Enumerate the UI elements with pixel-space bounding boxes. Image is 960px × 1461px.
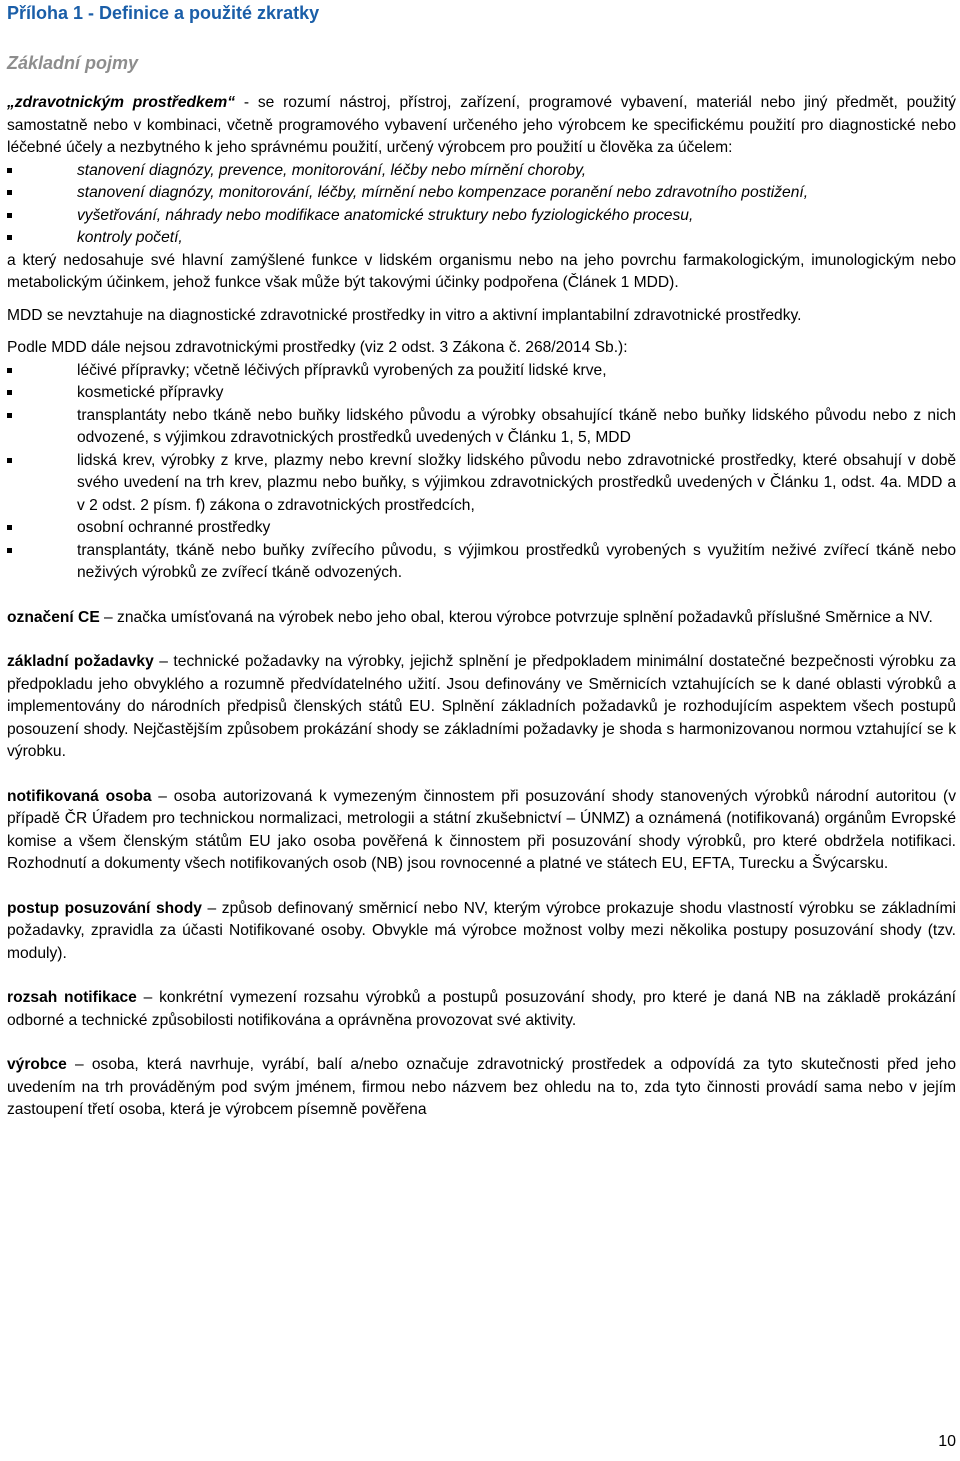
list-item: kosmetické přípravky — [7, 382, 956, 405]
square-bullet-icon — [7, 458, 12, 463]
list-item: osobní ochranné prostředky — [7, 517, 956, 540]
definition-term: označení CE — [7, 608, 100, 626]
square-bullet-icon — [7, 413, 12, 418]
list-item: vyšetřování, náhrady nebo modifikace anatomické struktury nebo fyziologického procesu, — [7, 205, 956, 228]
section-subtitle: Základní pojmy — [7, 53, 139, 73]
definition-notified-body — [7, 786, 956, 876]
square-bullet-icon — [7, 235, 12, 240]
square-bullet-icon — [7, 368, 12, 373]
definition-manufacturer — [7, 1054, 956, 1122]
definition-text: – osoba autorizovaná k vymezeným činnostem při posuzování shody stanovených výrobků národní autoritou (v případě ČR Úřadem pro technickou normalizaci, metrologii a státní zkušebnictví – ÚNMZ) a oznámená (notifikovaná) orgánům Evropské komise a všem členským státům EU jako osoba pověřená k činnostem při posuzování shody výrobků, pro které obdržela notifikaci. Rozhodnutí a dokumenty všech notifikovaných osob (NB) jsou rovnocenné a platné ve státech EU, EFTA, Turecku a Švýcarsku. — [7, 787, 956, 872]
definition-term: výrobce — [7, 1056, 67, 1073]
square-bullet-icon — [7, 525, 12, 530]
mdd-note: MDD se nevztahuje na diagnostické zdravotnické prostředky in vitro a aktivní implantabilní zdravotnické prostředky. — [7, 306, 802, 324]
appendix-title: Příloha 1 - Definice a použité zkratky — [7, 3, 320, 23]
definition-notification-scope — [7, 987, 956, 1032]
square-bullet-icon — [7, 213, 12, 218]
page-number: 10 — [938, 1433, 956, 1450]
definition-term: „zdravotnickým prostředkem“ — [7, 94, 236, 111]
list-item: kontroly početí, — [7, 227, 956, 250]
definition-term: notifikovaná osoba — [7, 787, 152, 805]
definition-text: – technické požadavky na výrobky, jejichž splnění je předpokladem minimální dostatečné bezpečnosti výrobku za předpokladu jeho obvyklého a rozumně předvídatelného užití. Jsou definovány ve Směrnicích vztahujících se k dané oblasti výrobků a implementovány do národních předpisů členských států EU. Splnění základních požadavků je rozhodujícím aspektem všech postupů posouzení shody. Nejčastějším způsobem prokázání shody se základními požadavky je shoda s harmonizovanou normou vztahující se k výrobku. — [7, 653, 956, 760]
list-item: stanovení diagnózy, prevence, monitorování, léčby nebo mírnění choroby, — [7, 160, 956, 183]
square-bullet-icon — [7, 190, 12, 195]
definition-text: – způsob definovaný směrnicí nebo NV, kterým výrobce prokazuje shodu vlastností výrobku se základními požadavky, zpravidla za účasti Notifikované osoby. Obvykle má výrobce možnost volby mezi několika postupy posuzování shody (tzv. moduly). — [7, 899, 956, 962]
definition-text: – konkrétní vymezení rozsahu výrobků a postupů posuzování shody, pro které je daná NB na základě prokázání odborné a technické způsobilosti notifikována a oprávněna provozovat své aktivity. — [7, 989, 956, 1029]
square-bullet-icon — [7, 390, 12, 395]
definition-conformity-procedure — [7, 898, 956, 966]
document-content — [7, 0, 956, 1122]
list-item: transplantáty, tkáně nebo buňky zvířecího původu, s výjimkou prostředků vyrobených s využitím neživé zvířecí tkáně nebo neživých výrobků ze zvířecí tkáně odvozených. — [7, 540, 956, 585]
list-item: transplantáty nebo tkáně nebo buňky lidského původu a výrobky obsahující tkáně nebo buňky lidského původu nebo z nich odvozené, s výjimkou zdravotnických prostředků uvedených v Článku 1, 5, MDD — [7, 405, 956, 450]
definition-term: základní požadavky — [7, 653, 154, 670]
definition-essential-requirements — [7, 651, 956, 764]
definition-text: – osoba, která navrhuje, vyrábí, balí a/nebo označuje zdravotnický prostředek a odpovídá za tyto skutečnosti před jeho uvedením na trh prováděným pod svým jménem, firmou nebo názvem bez ohledu na to, zda tyto činnosti provádí sama nebo v jejím zastoupení třetí osoba, která je výrobcem písemně pověřena — [7, 1056, 956, 1118]
definition-medical-device — [7, 92, 956, 160]
list-item: lidská krev, výrobky z krve, plazmy nebo krevní složky lidského původu nebo zdravotnické prostředky, které obsahují v době svého uvedení na trh krev, plazmu nebo buňky, s výjimkou zdravotnických prostředků uvedených v Článku 1, odst. 4a. MDD a v 2 odst. 2 písm. f) zákona o zdravotnických prostředcích, — [7, 450, 956, 518]
definition-text: - se rozumí nástroj, přístroj, zařízení, programové vybavení, materiál nebo jiný předmět, použitý samostatně nebo v kombinaci, včetně programového vybavení určeného jeho výrobcem ke specifickému použití pro diagnostické nebo léčebné účely a nezbytného k jeho správnému použití, určený výrobcem pro použití u člověka za účelem: — [7, 94, 956, 156]
square-bullet-icon — [7, 168, 12, 173]
list-item: stanovení diagnózy, monitorování, léčby, mírnění nebo kompenzace poranění nebo zdravotního postižení, — [7, 182, 956, 205]
mdd-exclusions-list — [7, 360, 956, 585]
purpose-list — [7, 160, 956, 250]
square-bullet-icon — [7, 548, 12, 553]
definition-ce-marking — [7, 607, 956, 630]
definition-term: rozsah notifikace — [7, 989, 137, 1006]
definition-term: postup posuzování shody — [7, 899, 202, 917]
mdd-exclusions-intro: Podle MDD dále nejsou zdravotnickými prostředky (viz 2 odst. 3 Zákona č. 268/2014 Sb.): — [7, 339, 628, 356]
list-item: léčivé přípravky; včetně léčivých přípravků vyrobených za použití lidské krve, — [7, 360, 956, 383]
definition-text: – značka umísťovaná na výrobek nebo jeho obal, kterou výrobce potvrzuje splnění požadavků příslušné Směrnice a NV. — [99, 608, 933, 626]
definition-closing: a který nedosahuje své hlavní zamýšlené funkce v lidském organismu nebo na jeho povrchu farmakologickým, imunologickým nebo metabolickým účinkem, jehož funkce však může být takovými účinky podpořena (Článek 1 MDD). — [7, 251, 956, 291]
